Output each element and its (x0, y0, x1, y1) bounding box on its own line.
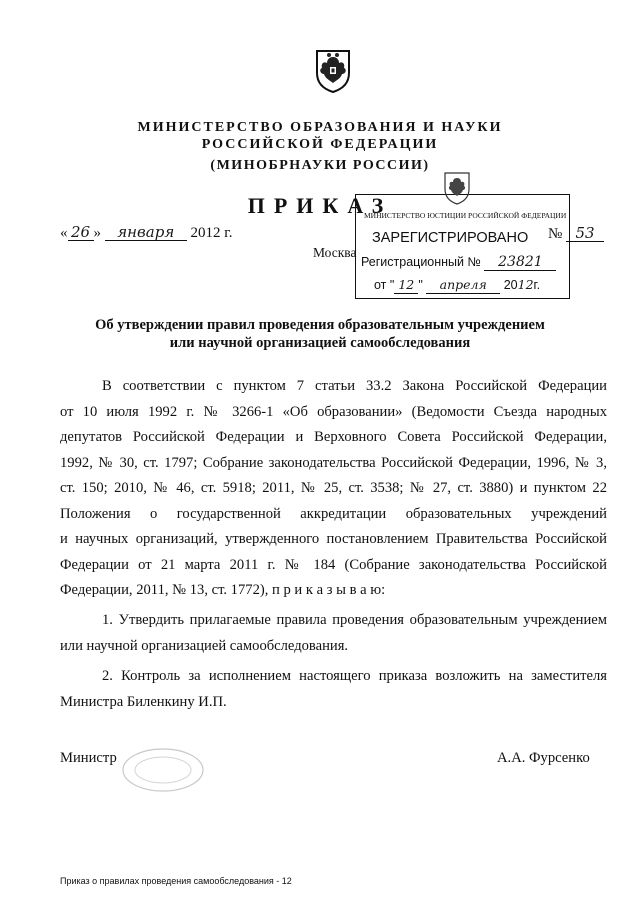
stamp-date-prefix: от " (374, 278, 395, 292)
item-line: 1. Утвердить прилагаемые правила проведения образовательным учреждением (102, 612, 607, 628)
ministry-short-name: (МИНОБРНАУКИ РОССИИ) (210, 158, 430, 173)
preamble-line: депутатов Российской Федерации и Верховного Совета Российской Федерации, (60, 429, 607, 445)
stamp-reg-number (361, 254, 556, 271)
stamp-reg-label: Регистрационный № (361, 255, 481, 269)
order-date (60, 224, 232, 242)
quote-open: « (60, 225, 68, 241)
item-line: Министра Биленкину И.П. (60, 693, 227, 710)
order-item-2 (60, 664, 607, 715)
registration-stamp (355, 194, 570, 299)
order-title: ПРИКАЗ (247, 193, 393, 218)
quote-close: » (93, 225, 101, 241)
preamble-line: Федерации от 21 марта 2011 г. № 184 (Собрание законодательства Российской (60, 556, 607, 573)
item-line: 2. Контроль за исполнением настоящего приказа возложить на заместителя (102, 668, 607, 684)
preamble-line: Положения о государственной аккредитации образовательных учреждений (60, 505, 607, 522)
stamp-emblem-icon (442, 169, 472, 205)
stamp-date-sep: " (418, 278, 423, 292)
order-number-value: 53 (566, 225, 604, 242)
stamp-date-month: апреля (426, 277, 500, 294)
preamble-line: и научных организаций, утвержденного постановлением Правительства Российской (60, 531, 607, 547)
order-item-1 (60, 608, 607, 659)
ministry-name-line2: РОССИЙСКОЙ ФЕДЕРАЦИИ (201, 137, 439, 152)
signature-position: Министр (60, 750, 117, 766)
order-preamble (60, 374, 607, 604)
stamp-reg-number-value: 23821 (484, 254, 556, 271)
stamp-date-year-suffix: 12 (517, 277, 534, 292)
order-month: января (105, 224, 187, 241)
preamble-line: 1992, № 30, ст. 1797; Собрание законодательства Российской Федерации, 1996, № 3, (60, 454, 607, 471)
stamp-date (374, 277, 540, 294)
preamble-line: Федерации, 2011, № 13, ст. 1772), п р и к а з ы в а ю: (60, 582, 386, 598)
coat-of-arms-emblem (313, 45, 353, 93)
preamble-line: В соответствии с пунктом 7 статьи 33.2 Закона Российской Федерации (102, 378, 607, 394)
stamp-header: МИНИСТЕРСТВО ЮСТИЦИИ РОССИЙСКОЙ ФЕДЕРАЦИИ (364, 211, 567, 220)
document-footer: Приказ о правилах проведения самообследования - 12 (60, 876, 292, 886)
preamble-line: ст. 150; 2010, № 46, ст. 5918; 2011, № 25, ст. 3538; № 27, ст. 3880) и пунктом 22 (60, 480, 607, 496)
stamp-date-day: 12 (394, 277, 418, 294)
stamp-date-year-end: г. (533, 278, 541, 292)
stamp-registered: ЗАРЕГИСТРИРОВАНО (372, 230, 529, 246)
order-subject-line2: или научной организацией самообследования (169, 335, 471, 351)
order-day: 26 (68, 224, 94, 241)
preamble-line: от 10 июля 1992 г. № 3266-1 «Об образовании» (Ведомости Съезда народных (60, 403, 607, 420)
order-year: 2012 г. (190, 225, 233, 241)
order-subject-line1: Об утверждении правил проведения образовательным учреждением (95, 317, 545, 333)
faint-stamp-impression (118, 745, 208, 795)
stamp-date-year-prefix: 20 (503, 278, 518, 292)
order-city: Москва (313, 245, 357, 260)
ministry-name-line1: МИНИСТЕРСТВО ОБРАЗОВАНИЯ И НАУКИ (137, 120, 503, 135)
number-sign: № (548, 226, 563, 242)
signature-name: А.А. Фурсенко (497, 750, 590, 766)
item-line: или научной организацией самообследования. (60, 637, 349, 654)
